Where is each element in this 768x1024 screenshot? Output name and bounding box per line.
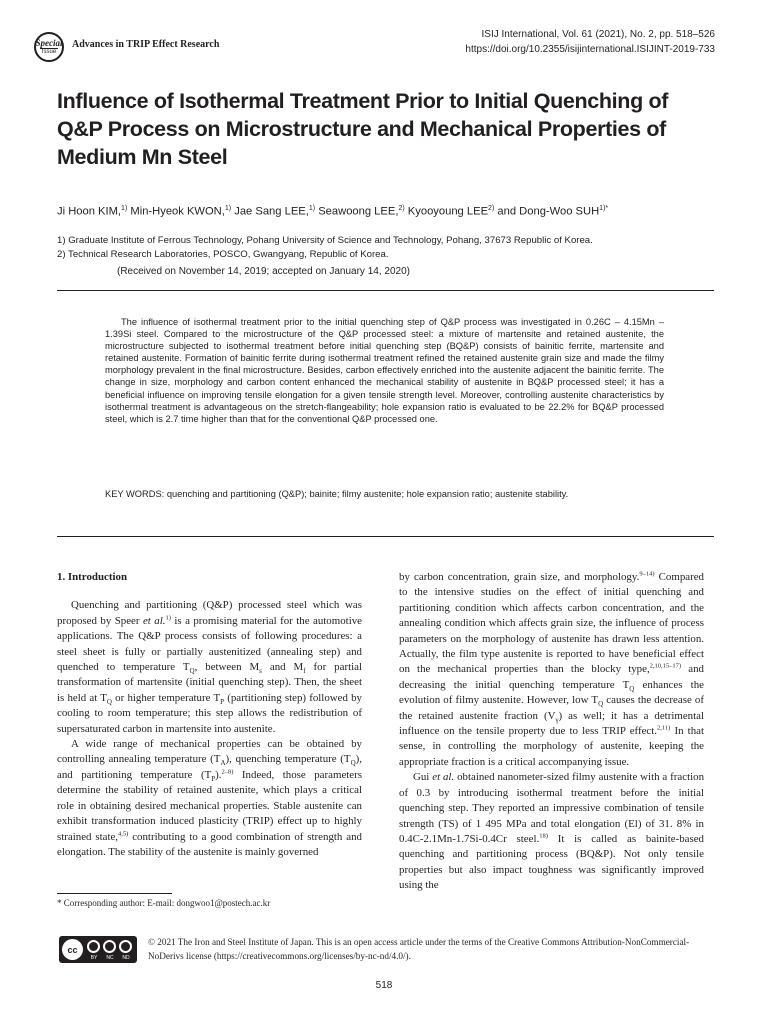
body-column-left <box>57 570 362 860</box>
cc-label-by: BY <box>90 955 98 961</box>
corresponding-author-footnote: * Corresponding author: E-mail: dongwoo1@postech.ac.kr <box>57 898 271 908</box>
journal-citation: ISIJ International, Vol. 61 (2021), No. 2, pp. 518–526 <box>481 29 715 40</box>
badge-line-issue: Issue <box>41 48 57 55</box>
author-name: Min-Hyeok KWON, <box>130 205 225 218</box>
author-name: Kyooyoung LEE <box>407 205 489 218</box>
noncommercial-icon <box>103 940 116 953</box>
body-column-right <box>399 570 704 894</box>
author-name: Jae Sang LEE, <box>234 205 309 218</box>
noderivs-icon <box>119 940 132 953</box>
author-affiliation-mark: 1) <box>224 205 232 212</box>
series-title: Advances in TRIP Effect Research <box>72 39 220 50</box>
paper-title: Influence of Isothermal Treatment Prior to Initial Quenching of Q&P Process on Microstructure and Mechanical Properties of Medium Mn Steel <box>57 89 669 169</box>
abstract-top-rule <box>57 290 714 291</box>
body-paragraph: by carbon concentration, grain size, and morphology.$^{9-14)}$ Compared to the intensive studies on the effect of initial quenching and partitioning condition which affects carbon concentration, and the annealing condition which affects grain size, the influence of process parameters on the morphology of austenite has drawn less attention. Actually, the film type austenite is reported to have beneficial effect on the mechanical properties than the blocky type,$^{2,10,15-17)}$ and decreasing the initial quenching temperature $T_Q$ enhances the evolution of filmy austenite. However, low $T_Q$ causes the decrease of the retained austenite fraction $(V_\gamma)$ as well; it has a detrimental influence on the tensile property due to less TRIP effect.$^{2,11)}$ In that sense, in controlling the morphology of austenite, keeping the appropriate fraction is a critical accompanying issue. <box>399 570 705 768</box>
cc-label-nc: NC <box>106 955 114 961</box>
author-affiliation-mark: 2) <box>488 205 495 212</box>
author-affiliation-mark: 1) <box>308 205 316 212</box>
keywords: KEY WORDS: quenching and partitioning (Q&P); bainite; filmy austenite; hole expansion ratio; austenite stability. <box>105 489 569 499</box>
creative-commons-license-icon[interactable] <box>59 936 137 963</box>
journal-info <box>465 27 715 57</box>
author-affiliation-mark: 1) <box>121 205 128 212</box>
affiliation-1: 1) Graduate Institute of Ferrous Technology, Pohang University of Science and Technology, Pohang, 37673 Republic of Korea. <box>57 235 593 246</box>
special-issue-badge <box>34 32 64 62</box>
footnote-rule <box>57 893 172 894</box>
author-list <box>57 205 717 218</box>
body-paragraph: Gui et al. obtained nanometer-sized filmy austenite with a fraction of 0.3 by introducing isothermal treatment before the initial quenching step. They reported an impressive combination of tensile strength (TS) of 1 495 MPa and total elongation (El) of 31. 8% in 0.4C-2.1Mn-1.7Si-0.4Cr steel.$^{18)}$ It is called as bainite-based quenching and partitioning process (BQ&P). Not only tensile properties but also impact toughness was significantly improved using the <box>399 771 705 892</box>
license-statement: © 2021 The Iron and Steel Institute of Japan. This is an open access article under the terms of the Creative Commons Attribution-NonCommercial-NoDerivs license (https://creativecommons.org/licenses/by-nc-nd/4.0/). <box>148 937 690 961</box>
body-paragraph: A wide range of mechanical properties can be obtained by controlling annealing temperature $(T_A)$, quenching temperature $(T_Q)$, and partitioning temperature $(T_P).^{2-8)}$ Indeed, those parameters determine the stability of retained austenite, which plays a critical role in obtaining desired mechanical properties. Stable austenite can exhibit transformation induced plasticity (TRIP) effect up to highly strained state,$^{4,5)}$ contributing to a good combination of strength and elongation. The stability of the austenite is mainly governed <box>57 738 362 858</box>
abstract: The influence of isothermal treatment prior to the initial quenching step of Q&P process was investigated in 0.26C – 4.15Mn – 1.39Si steel. Compared to the microstructure of the Q&P processed steel: a mixture of martensite and retained austenite, the microstructure subjected to isothermal treatment before initial quenching step (BQ&P) consists of bainitic ferrite, martensite and retained austenite. Formation of bainitic ferrite during isothermal treatment refined the retained austenite grain size and made the filmy morphology prevalent in the final microstructure. Besides, carbon effectively enriched into the austenite adjacent the bainitic ferrite. The change in size, morphology and carbon content enhanced the mechanical stability of austenite in BQ&P processed steel; it has a beneficial influence on improving tensile elongation for a given tensile strength level. Moreover, controlling austenite characteristics by isothermal treatment is advantageous on the stretch-flangeability; hole expansion ratio is evaluated to be 22.2% for BQ&P processed steel, which is 2.7 time higher than that for the conventional Q&P processed one. <box>105 317 664 424</box>
author-name: Ji Hoon KIM, <box>57 205 122 218</box>
author-affiliation-mark: 1)* <box>599 205 609 212</box>
affiliation-2: 2) Technical Research Laboratories, POSCO, Gwangyang, Republic of Korea. <box>57 249 389 260</box>
cc-icon: cc <box>62 939 83 960</box>
badge-line-special: Special <box>35 37 63 48</box>
abstract-bottom-rule <box>57 536 714 537</box>
body-paragraph: Quenching and partitioning (Q&P) processed steel which was proposed by Speer et al.$^{1)}$ is a promising material for the automotive applications. The Q&P process consists of following procedures: a steel sheet is fully or partially austenitized (annealing step) and quenched to temperature $T_Q$, between $M_s$ and $M_f$ for partial transformation of martensite (initial quenching step). Then, the sheet is held at $T_Q$ or higher temperature $T_P$ (partitioning step) followed by cooling to room temperature; this step allows the redistribution of supersaturated carbon in martensite into austenite. <box>57 599 363 735</box>
attribution-icon <box>87 940 100 953</box>
cc-label-nd: ND <box>122 955 130 961</box>
doi-link[interactable]: https://doi.org/10.2355/isijinternational.ISIJINT-2019-733 <box>465 44 715 55</box>
received-dates: (Received on November 14, 2019; accepted on January 14, 2020) <box>117 266 410 277</box>
author-name: Seawoong LEE, <box>318 205 399 218</box>
author-affiliation-mark: 2) <box>398 205 405 212</box>
author-name: and Dong-Woo SUH <box>497 205 600 218</box>
page-number: 518 <box>375 980 393 991</box>
section-heading-introduction: 1. Introduction <box>57 571 127 583</box>
